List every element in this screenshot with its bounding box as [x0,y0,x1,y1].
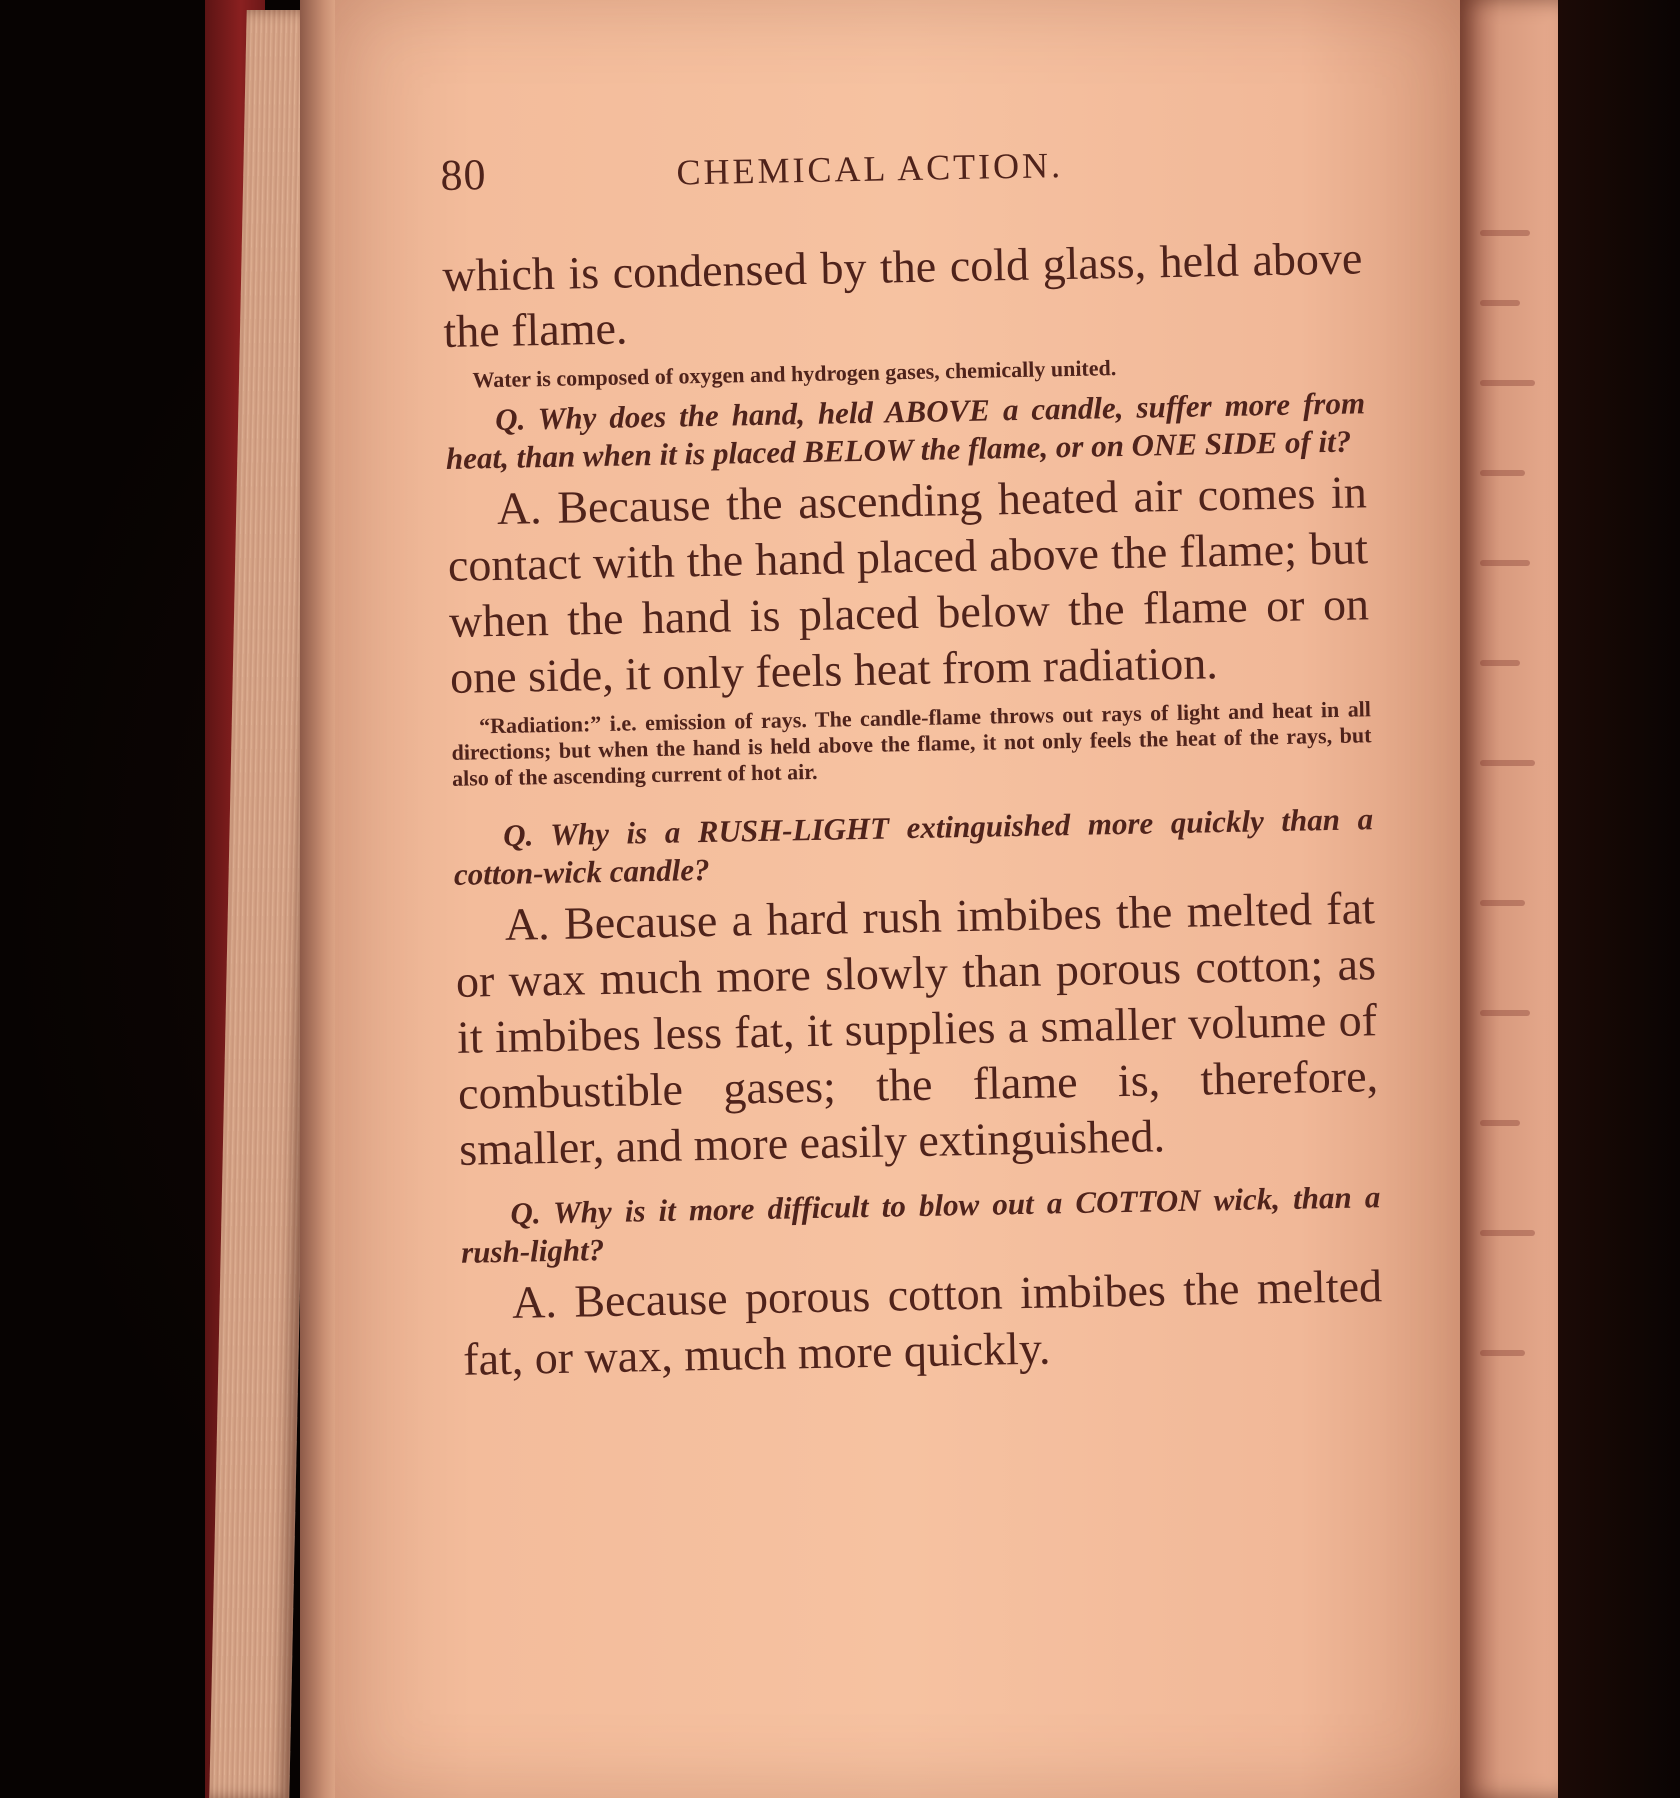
footnote-radiation: “Radiation:” i.e. emission of rays. The candle-flame throws out rays of light and heat in all directions; but when the hand is held above the flame, it not only feels the heat of the rays, but also of the ascending current of hot air. [451,696,1372,791]
page-number: 80 [440,150,487,200]
answer-porous-cotton: A. Because porous cotton imbibes the melted fat, or wax, much more quickly. [462,1260,1383,1385]
facing-page-edge [1460,0,1560,1798]
paragraph-continuation: which is condensed by the cold glass, held above the flame. [441,232,1363,357]
question-hand-above-candle: Q. Why does the hand, held ABOVE a candle, suffer more from heat, than when it is placed BELOW the flame, or on ONE SIDE of it? [445,385,1366,476]
question-rush-light: Q. Why is a RUSH-LIGHT extinguished more quickly than a cotton-wick candle? [453,801,1374,892]
answer-heated-air: A. Because the ascending heated air comes in contact with the hand placed above the flame; but when the hand is placed below the flame or on one side, it only feels heat from radiation. [447,466,1370,703]
page-text [440,132,1384,1387]
book-gutter [300,0,340,1798]
running-head: CHEMICAL ACTION. [676,145,1064,193]
book-cover-right [1558,0,1680,1798]
answer-hard-rush: A. Because a hard rush imbibes the melted fat or wax much more slowly than porous cotton; as it imbibes less fat, it supplies a smaller volume of combustible gases; the flame is, therefore, smaller, and more easily extinguished. [455,882,1379,1175]
question-cotton-wick: Q. Why is it more difficult to blow out a COTTON wick, than a rush-light? [460,1179,1381,1270]
footnote-water: Water is composed of oxygen and hydrogen gases, chemically united. [472,355,1117,393]
